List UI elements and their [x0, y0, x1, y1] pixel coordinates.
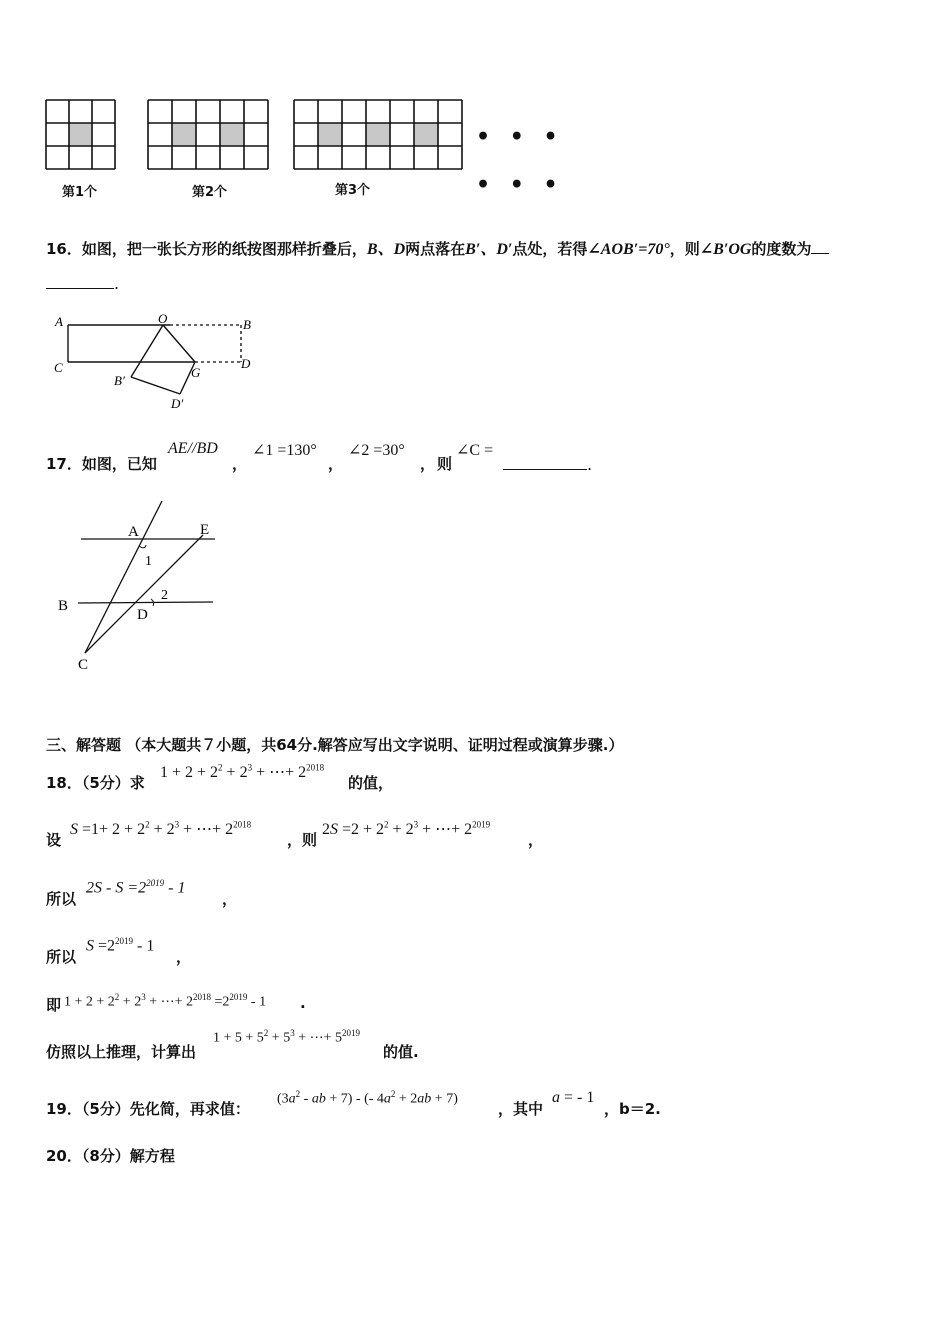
- q17-text: 如图，已知: [81, 455, 157, 473]
- q16-text-d: ，则: [669, 240, 700, 258]
- q17-label-d: D: [137, 607, 148, 623]
- q17-label-a: A: [128, 524, 139, 540]
- q18-let: 设: [46, 831, 62, 849]
- q16-text-b: 两点落在: [405, 240, 466, 258]
- q16-label-a: A: [55, 314, 63, 329]
- pattern-figure-3: [294, 100, 462, 169]
- q18-comma-3: ，: [176, 948, 192, 966]
- q19-a-value: a = - 1: [552, 1089, 595, 1106]
- pattern-label-1: 第1个: [62, 185, 98, 200]
- q18-so-2: 所以: [46, 948, 77, 966]
- pattern-figure-2: [148, 100, 268, 169]
- q17-label-2: 2: [161, 588, 168, 603]
- pattern-label-3: 第3个: [335, 183, 371, 198]
- q18-ie: 即: [46, 996, 62, 1014]
- pattern-figure-1: [46, 100, 115, 169]
- q17-end: .: [587, 455, 593, 474]
- q17-label-1: 1: [145, 554, 152, 569]
- q17-sep-1: ，: [232, 455, 248, 473]
- q19-where: ，其中: [498, 1100, 544, 1118]
- q18-comma-2: ，: [222, 890, 238, 908]
- q18-so-1: 所以: [46, 890, 77, 908]
- q16-label-c: C: [54, 360, 63, 375]
- q17-cond-angle-1: ∠1 =130°: [252, 442, 317, 459]
- q16-answer-line: [46, 274, 119, 293]
- q17-cond-parallel: AE//BD: [168, 440, 218, 457]
- q20-prompt: 20．（8分）解方程: [46, 1147, 175, 1165]
- q18-s-result: $S =2^{2019} - 1$: [86, 936, 155, 955]
- q17-label-b: B: [58, 598, 69, 614]
- question-17: [46, 453, 157, 474]
- q18-comma-1: ，: [528, 831, 544, 849]
- q18-period: .: [300, 994, 306, 1012]
- ellipsis-bottom: • • •: [476, 172, 564, 198]
- q16-ask: ∠B′OG: [699, 241, 752, 258]
- q16-label-b-prime: B′: [114, 373, 125, 388]
- q16-text-e: 的度数为: [751, 240, 812, 258]
- q18-2s-definition: $2S =2 + 2^2 + 2^3$ + ⋯+ $2^{2019}$: [322, 819, 491, 838]
- question-16: [46, 236, 829, 259]
- q16-angle: ∠AOB′=70°: [587, 241, 670, 258]
- q16-answer-blank-a: [811, 253, 829, 254]
- q18-difference: $2S - S =2^{2019} - 1$: [86, 878, 186, 897]
- q18-sum-expr: $1 + 2 + 2^2 + 2^3$ + ⋯+ $2^{2018}$: [160, 762, 325, 781]
- q18-then: ，则: [287, 831, 318, 849]
- q17-answer-blank: [503, 455, 592, 474]
- q16-label-g: G: [191, 365, 201, 380]
- q16-label-d: D: [241, 356, 251, 371]
- q18-mimic: 仿照以上推理，计算出: [46, 1043, 197, 1061]
- q16-label-b: B: [243, 317, 251, 332]
- q17-then: 则: [437, 455, 453, 473]
- q17-figure: [55, 498, 230, 678]
- q18-conclusion: $1 + 2 + 2^2 + 2^3$ + ⋯+ $2^{2018} =2^{2019} - 1$: [64, 992, 267, 1010]
- q16-figure: [50, 310, 265, 415]
- q17-label-e: E: [200, 522, 210, 538]
- q18-number: 18．（5分）求: [46, 774, 145, 792]
- q19-expression: ($3a^2$ - ab + 7) - (- $4a^2 + 2ab + 7$): [277, 1089, 458, 1107]
- q19-prompt: 19．（5分）先化简，再求值：: [46, 1100, 250, 1118]
- q16-label-d-prime: D′: [171, 396, 184, 411]
- q16-end: .: [114, 274, 120, 293]
- q16-text-c: 点处，若得: [512, 240, 588, 258]
- q16-number: 16．: [46, 240, 82, 258]
- q18-s-definition: $S =1+ 2 + 2^2 + 2^3$ + ⋯+ $2^{2018}$: [70, 819, 252, 838]
- q16-points-2: B′、D′: [465, 241, 513, 258]
- q19-b-value: ，b＝2.: [604, 1100, 661, 1118]
- q17-label-c: C: [78, 657, 89, 673]
- q17-sep-2: ，: [328, 455, 344, 473]
- q17-number: 17．: [46, 455, 82, 473]
- section-3-heading: 三、解答题 （本大题共７小题，共64分.解答应写出文字说明、证明过程或演算步骤.）: [46, 736, 624, 754]
- ellipsis-top: • • •: [476, 124, 564, 150]
- q18-value-of: 的值，: [348, 774, 394, 792]
- q16-text-a: 如图，把一张长方形的纸按图那样折叠后，: [81, 240, 367, 258]
- q17-sep-3: ，: [420, 455, 436, 473]
- q17-cond-angle-2: ∠2 =30°: [348, 442, 405, 459]
- q16-label-o: O: [158, 311, 168, 326]
- q18-task-expr: $1 + 5 + 5^2 + 5^3$ + ⋯+ $5^{2019}$: [213, 1028, 360, 1046]
- q18-value-of-2: 的值.: [383, 1043, 419, 1061]
- pattern-label-2: 第2个: [192, 185, 228, 200]
- q17-ask: ∠C =: [456, 442, 494, 459]
- q16-points: B、D: [366, 241, 406, 258]
